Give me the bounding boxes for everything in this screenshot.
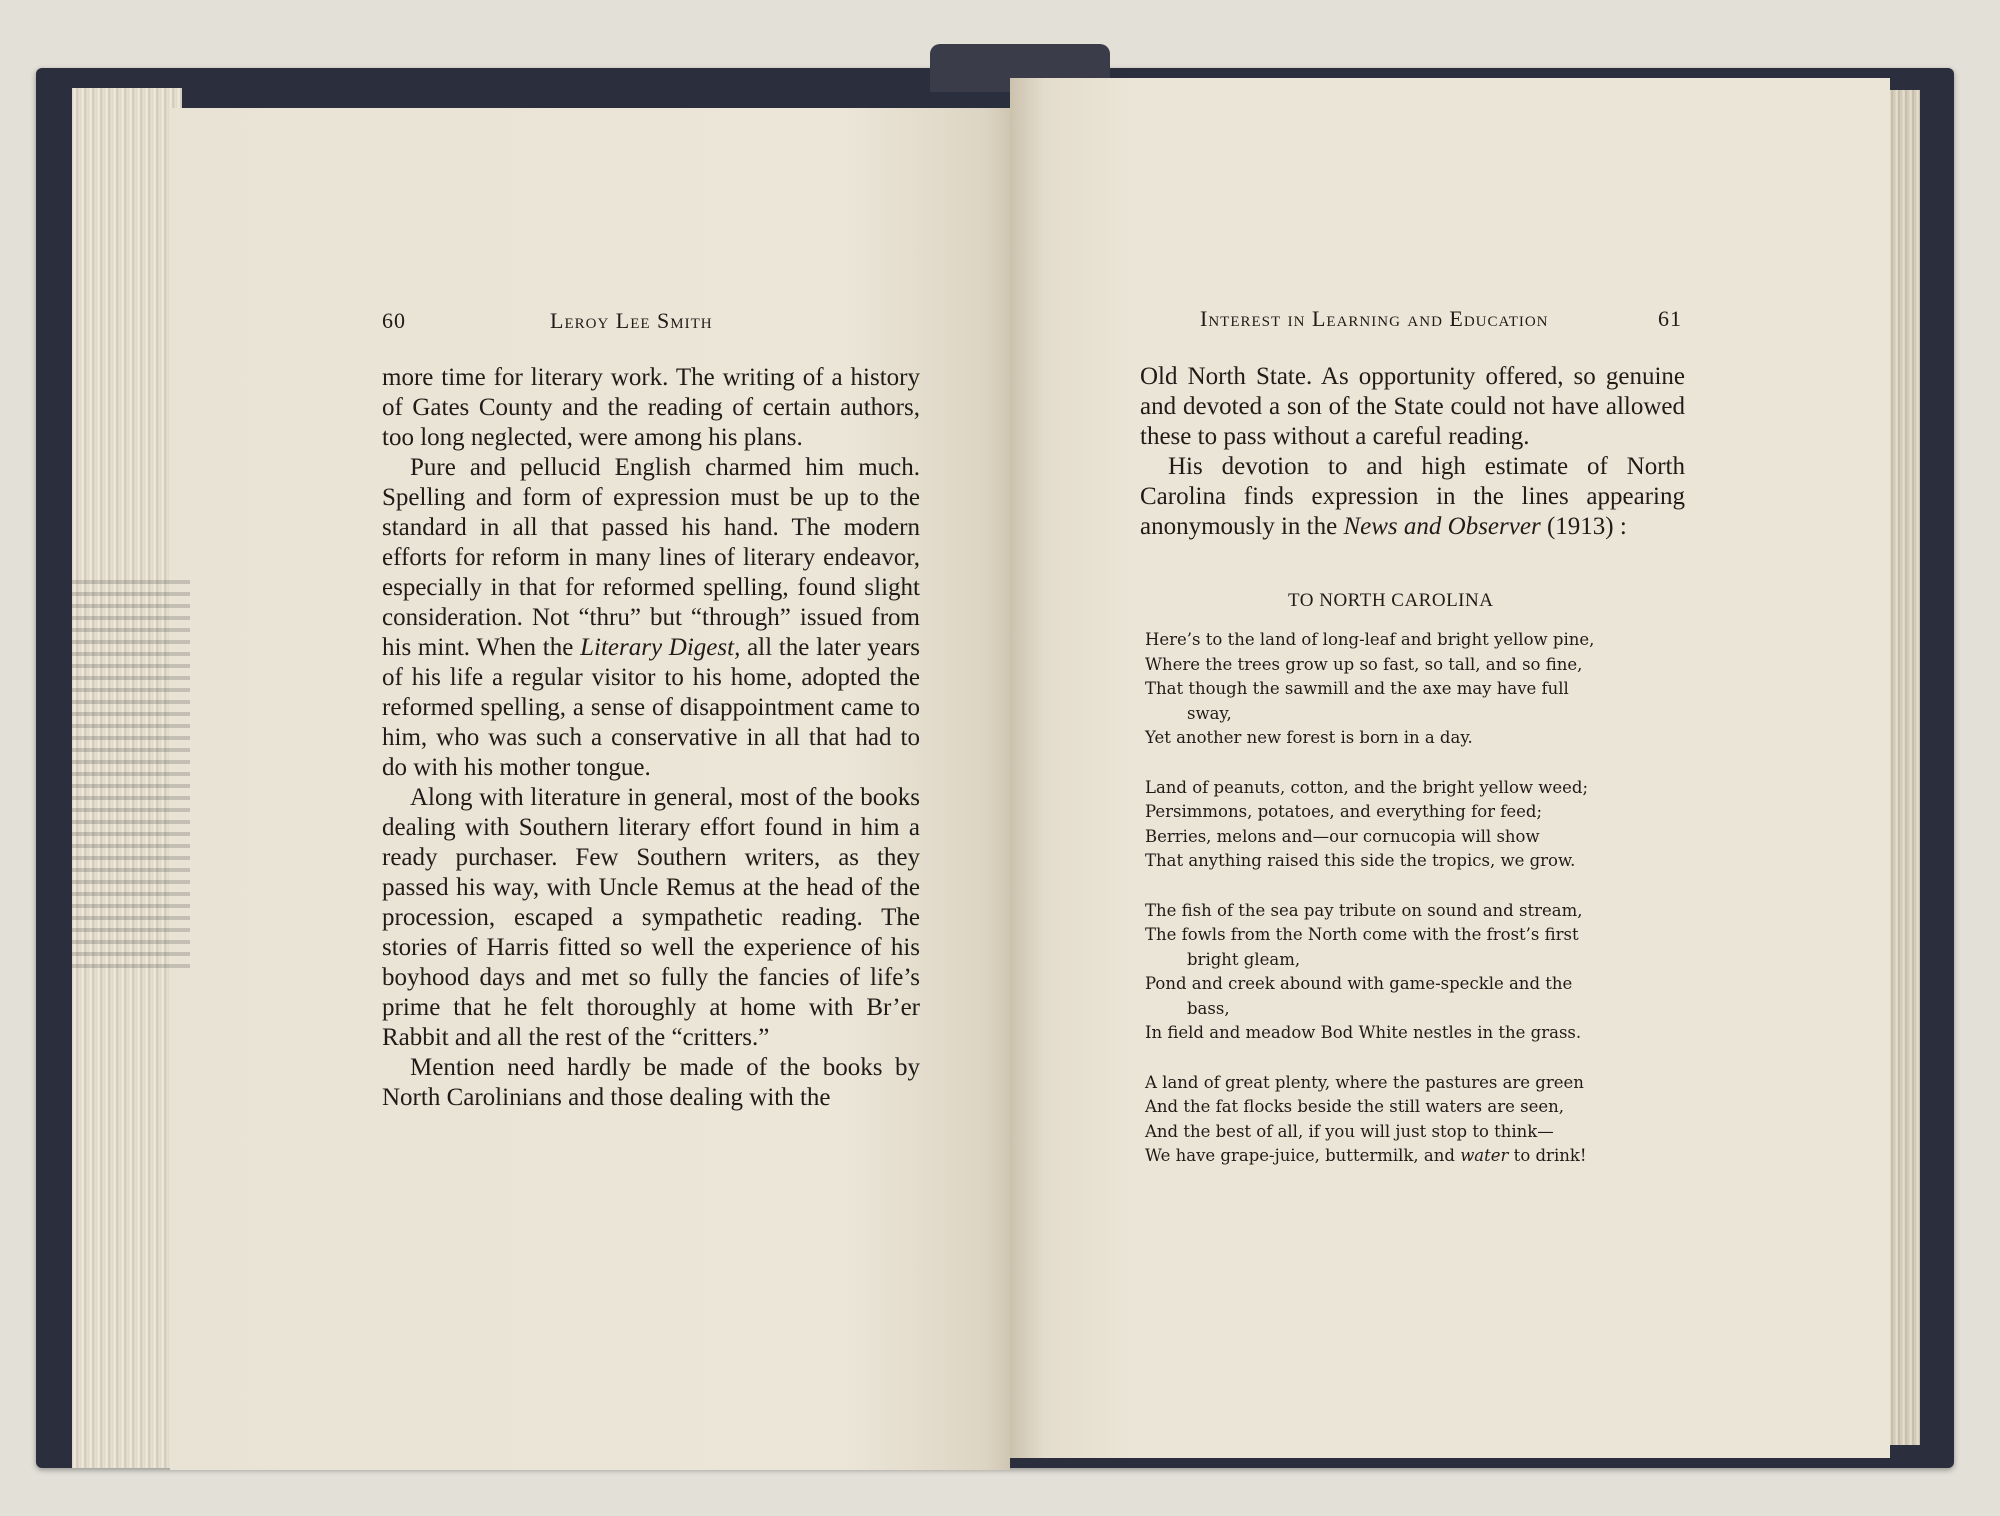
- poem-line: Pond and creek abound with game-speckle and the: [1145, 974, 1573, 993]
- digest-before: When the: [476, 634, 581, 661]
- paragraph: Mention need hardly be made of the books by North Carolinians and those dealing with the: [382, 1054, 920, 1111]
- poem-line: That though the sawmill and the axe may have full: [1145, 679, 1569, 698]
- pencil-marks: [70, 580, 190, 970]
- literary-digest-title: Literary Digest,: [580, 634, 741, 661]
- paragraph-text: (1913) :: [1540, 513, 1627, 540]
- left-page-body: [382, 363, 920, 1113]
- poem-line: And the fat flocks beside the still waters are seen,: [1145, 1097, 1564, 1116]
- poem-line: The fish of the sea pay tribute on sound and stream,: [1145, 900, 1583, 920]
- right-running-head: [1200, 306, 1549, 332]
- poem-line: That anything raised this side the tropics, we grow.: [1145, 851, 1576, 870]
- paragraph: [1140, 452, 1685, 542]
- poem-line: The fowls from the North come with the frost’s first: [1145, 925, 1579, 944]
- left-page: [170, 108, 1010, 1470]
- poem-line: A land of great plenty, where the pastures are green: [1145, 1072, 1584, 1092]
- paragraph-text: Pure and pellucid English charmed him much. Spelling and form of expression must be up to the standard in all that passed his hand. The modern efforts for reform in many lines of literary endeavor, especially in that for reformed spelling, found slight consideration. Not “thru” but “through” issued from his mint.: [382, 454, 920, 661]
- stanza: [1145, 628, 1705, 751]
- digest-after: all the later years of his life a regular visitor to his home, adopted: [382, 634, 921, 691]
- poem-line: [1145, 1144, 1705, 1169]
- poem-line: Persimmons, potatoes, and everything for feed;: [1145, 802, 1543, 821]
- poem: [1145, 628, 1705, 1194]
- right-page-body: [1140, 362, 1685, 542]
- poem-line: Where the trees grow up so fast, so tall, and so fine,: [1145, 654, 1583, 674]
- right-page-number: 61: [1658, 306, 1682, 331]
- paragraph: more time for literary work. The writing of a history of Gates County and the reading of certain authors, too long neglected, were among his plans.: [382, 364, 920, 451]
- right-running-head-text: Interest in Learning and Education: [1200, 306, 1549, 331]
- poem-line: sway,: [1187, 703, 1232, 723]
- left-running-head-text: Leroy Lee Smith: [550, 308, 713, 333]
- stanza: [1145, 1071, 1705, 1169]
- poem-line: Here’s to the land of long-leaf and bright yellow pine,: [1145, 630, 1595, 649]
- news-and-observer-title: News and Observer: [1343, 513, 1541, 540]
- poem-line: And the best of all, if you will just stop to think—: [1145, 1121, 1554, 1141]
- left-running-head: [550, 308, 713, 334]
- paragraph-text: the reformed spelling, a sense of disappointment came to him, who was such a conservative in all that had to do with his mother tongue.: [382, 664, 921, 781]
- poem-line-text: to drink!: [1508, 1146, 1587, 1165]
- poem-title: TO NORTH CAROLINA: [1288, 590, 1494, 611]
- poem-line: Berries, melons and—our cornucopia will show: [1145, 826, 1540, 846]
- right-page: [1010, 78, 1890, 1458]
- poem-line: Land of peanuts, cotton, and the bright yellow weed;: [1145, 777, 1589, 797]
- stanza: [1145, 776, 1705, 874]
- paragraph: [382, 453, 920, 783]
- paragraph: Along with literature in general, most of the books dealing with Southern literary effort found in him a ready purchaser. Few Southern writers, as they passed his way, with Uncle Remus at the head of the procession, escaped a sympathetic reading. The stories of Harris fitted so well the experience of his boyhood days and met so fully the fancies of life’s prime that he felt thoroughly at home with Br’er Rabbit and all the rest of the “critters.”: [382, 784, 920, 1051]
- poem-line-italic: water: [1460, 1146, 1509, 1165]
- paragraph: Old North State. As opportunity offered, so genuine and devoted a son of the State could not have allowed these to pass without a careful reading.: [1140, 363, 1685, 450]
- poem-line: In field and meadow Bod White nestles in the grass.: [1145, 1023, 1582, 1042]
- poem-line: bright gleam,: [1187, 949, 1301, 969]
- poem-line: Yet another new forest is born in a day.: [1145, 728, 1473, 747]
- left-page-number: 60: [382, 308, 406, 333]
- poem-line-text: We have grape-juice, buttermilk, and: [1145, 1146, 1461, 1165]
- paragraph-text: His devotion to and high estimate of North Carolina finds expression in the lines appearing anonymously in the: [1140, 453, 1685, 540]
- stanza: [1145, 899, 1705, 1046]
- poem-line: bass,: [1187, 998, 1230, 1018]
